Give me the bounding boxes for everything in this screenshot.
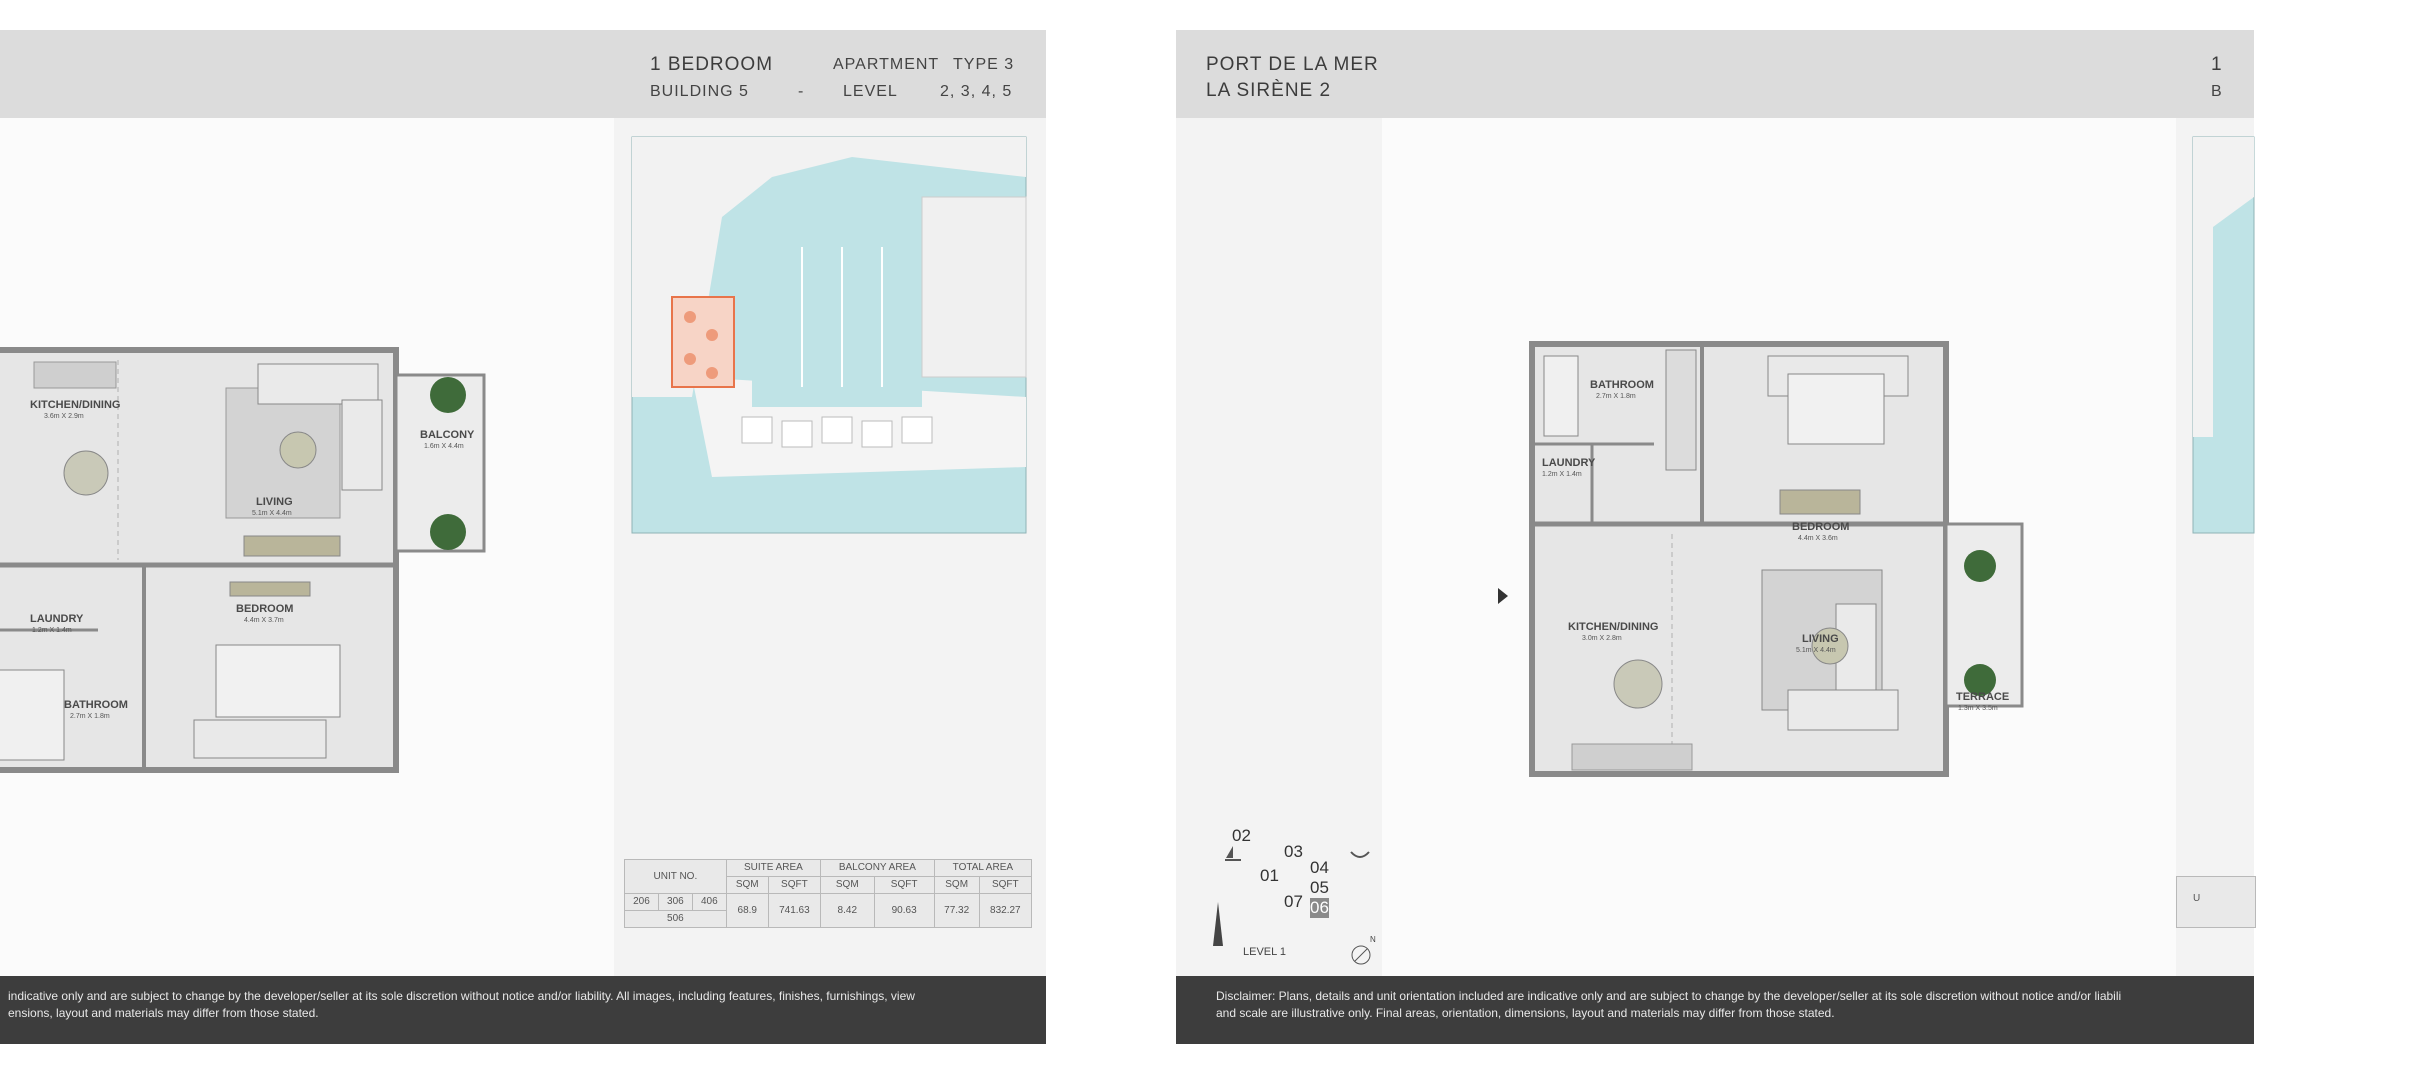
table-header-partial: U bbox=[2193, 893, 2201, 904]
site-plan-map-partial bbox=[2193, 137, 2254, 533]
bedroom-label: BEDROOM bbox=[1792, 521, 1850, 533]
keyplan-unit-01: 01 bbox=[1260, 866, 1279, 885]
col-sqft: SQFT bbox=[874, 877, 934, 894]
suite-sqft: 741.63 bbox=[768, 894, 820, 928]
col-sqft: SQFT bbox=[979, 877, 1031, 894]
disclaimer-footer bbox=[0, 976, 1046, 1044]
balcony-sqm: 8.42 bbox=[821, 894, 875, 928]
balcony-dimensions: 1.6m X 4.4m bbox=[424, 443, 464, 450]
unit-number: 306 bbox=[658, 894, 692, 911]
bedroom-dimensions: 4.4m X 3.6m bbox=[1798, 535, 1838, 542]
waves-icon bbox=[1350, 848, 1370, 862]
laundry-label: LAUNDRY bbox=[1542, 457, 1596, 469]
site-plan-map bbox=[632, 137, 1026, 533]
header-suite-area: SUITE AREA bbox=[726, 860, 820, 877]
disclaimer-line-2: and scale are illustrative only. Final areas, orientation, dimensions, layout and materials may differ from those stated. bbox=[1216, 1006, 1835, 1020]
total-sqm: 77.32 bbox=[934, 894, 979, 928]
page-header bbox=[1176, 30, 2254, 118]
keyplan-unit-07: 07 bbox=[1284, 892, 1303, 911]
bathroom-dimensions: 2.7m X 1.8m bbox=[1596, 393, 1636, 400]
unit-number: 206 bbox=[625, 894, 659, 911]
keyplan-level-label: LEVEL 1 bbox=[1243, 946, 1287, 958]
bathroom-label: BATHROOM bbox=[1590, 379, 1654, 391]
bathroom-label: BATHROOM bbox=[64, 699, 128, 711]
disclaimer-line-1: indicative only and are subject to change by the developer/seller at its sole discretion without notice and/or liability. All images, including features, finishes, furnishings, view bbox=[8, 989, 915, 1003]
col-sqm: SQM bbox=[726, 877, 768, 894]
kitchen-dimensions: 3.0m X 2.8m bbox=[1582, 635, 1622, 642]
keyplan-unit-03: 03 bbox=[1284, 842, 1303, 861]
area-table-partial bbox=[2176, 876, 2256, 928]
disclaimer-line-2: ensions, layout and materials may differ from those stated. bbox=[8, 1006, 319, 1020]
total-sqft: 832.27 bbox=[979, 894, 1031, 928]
sailboat-icon bbox=[1224, 846, 1242, 862]
floor-plan bbox=[0, 300, 528, 780]
floor-plan bbox=[1496, 334, 2016, 814]
laundry-dimensions: 1.2m X 1.4m bbox=[32, 627, 72, 634]
unit-category: APARTMENT bbox=[833, 56, 940, 73]
living-label: LIVING bbox=[256, 496, 293, 508]
header-balcony-area: BALCONY AREA bbox=[821, 860, 935, 877]
kitchen-dimensions: 3.6m X 2.9m bbox=[44, 413, 84, 420]
col-sqm: SQM bbox=[821, 877, 875, 894]
living-label: LIVING bbox=[1802, 633, 1839, 645]
area-table bbox=[624, 859, 1032, 928]
unit-type-number: TYPE 3 bbox=[953, 56, 1015, 73]
kitchen-label: KITCHEN/DINING bbox=[30, 399, 121, 411]
unit-number: 506 bbox=[625, 911, 727, 928]
page-header bbox=[0, 30, 1046, 118]
suite-sqm: 68.9 bbox=[726, 894, 768, 928]
living-dimensions: 5.1m X 4.4m bbox=[252, 510, 292, 517]
bedroom-dimensions: 4.4m X 3.7m bbox=[244, 617, 284, 624]
header-unit-no: UNIT NO. bbox=[625, 860, 727, 894]
unit-type-title: 1 BEDROOM bbox=[650, 54, 774, 75]
bathroom-dimensions: 2.7m X 1.8m bbox=[70, 713, 110, 720]
keyplan-unit-02: 02 bbox=[1232, 826, 1251, 845]
header-total-area: TOTAL AREA bbox=[934, 860, 1031, 877]
header-separator: - bbox=[798, 83, 805, 100]
building-name: LA SIRÈNE 2 bbox=[1206, 80, 1332, 101]
building-label: BUILDING 5 bbox=[650, 83, 749, 100]
project-name: PORT DE LA MER bbox=[1206, 54, 1379, 75]
bedroom-label: BEDROOM bbox=[236, 603, 294, 615]
building-label-partial: B bbox=[2211, 83, 2223, 100]
kitchen-label: KITCHEN/DINING bbox=[1568, 621, 1659, 633]
balcony-sqft: 90.63 bbox=[874, 894, 934, 928]
floorplan-page-left bbox=[0, 30, 1046, 1044]
balcony-label: BALCONY bbox=[420, 429, 475, 441]
level-label: LEVEL bbox=[843, 83, 898, 100]
living-dimensions: 5.1m X 4.4m bbox=[1796, 647, 1836, 654]
col-sqft: SQFT bbox=[768, 877, 820, 894]
disclaimer-line-1: Disclaimer: Plans, details and unit orientation included are indicative only and are subject to change by the developer/seller at its sole discretion without notice and/or liabili bbox=[1216, 989, 2122, 1003]
north-label: N bbox=[1370, 935, 1376, 944]
terrace-label: TERRACE bbox=[1956, 691, 2010, 703]
disclaimer-footer bbox=[1176, 976, 2254, 1044]
laundry-label: LAUNDRY bbox=[30, 613, 84, 625]
unit-number: 406 bbox=[692, 894, 726, 911]
terrace-dimensions: 1.3m X 3.5m bbox=[1958, 705, 1998, 712]
laundry-dimensions: 1.2m X 1.4m bbox=[1542, 471, 1582, 478]
col-sqm: SQM bbox=[934, 877, 979, 894]
keyplan-unit-04: 04 bbox=[1310, 858, 1329, 877]
floorplan-page-right bbox=[1176, 30, 2254, 1044]
keyplan-unit-05: 05 bbox=[1310, 878, 1329, 897]
unit-type-title-partial: 1 bbox=[2211, 54, 2223, 75]
tower-icon bbox=[1212, 902, 1224, 946]
level-values: 2, 3, 4, 5 bbox=[940, 83, 1013, 100]
keyplan-unit-06-selected: 06 bbox=[1310, 898, 1329, 917]
